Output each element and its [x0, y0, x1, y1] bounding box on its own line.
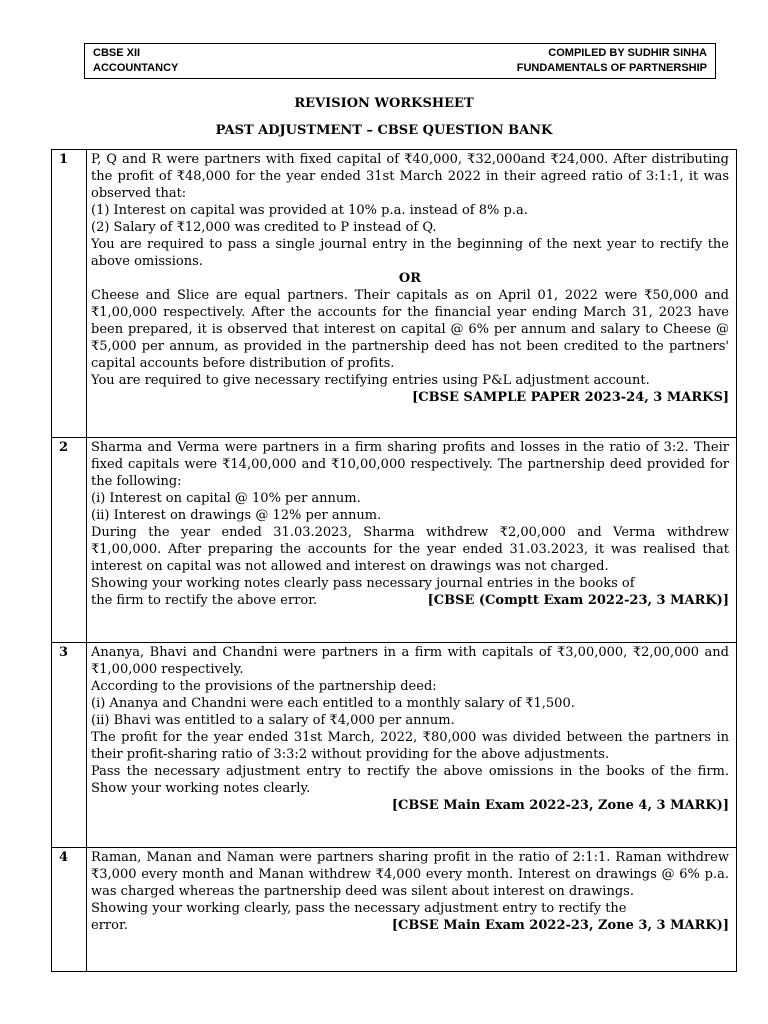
question-reference: [CBSE Main Exam 2022-23, Zone 4, 3 MARK)] — [391, 798, 729, 813]
header-chapter: FUNDAMENTALS OF PARTNERSHIP — [516, 62, 707, 74]
question-reference: [CBSE Main Exam 2022-23, Zone 3, 3 MARK)] — [391, 918, 729, 933]
question-text: You are required to pass a single journal entry in the beginning of the next year to rectify the above omissions. — [91, 237, 729, 269]
question-number: 2 — [52, 438, 87, 643]
question-row-2 — [52, 438, 737, 643]
question-text: Cheese and Slice are equal partners. Their capitals as on April 01, 2022 were ₹50,000 and ₹1,00,000 respectively. After the accounts for the financial year ending March 31, 2023 have been prepared, it is observed that interest on capital @ 6% per annum and salary to Cheese @ ₹5,000 per annum, as provided in the partnership deed has not been credited to the partners' capital accounts before distribution of profits. — [91, 288, 729, 371]
question-row-1 — [52, 150, 737, 438]
question-point: (ii) Bhavi was entitled to a salary of ₹4,000 per annum. — [91, 713, 455, 728]
question-row-3 — [52, 643, 737, 848]
question-body — [87, 643, 737, 848]
question-text: You are required to give necessary rectifying entries using P&L adjustment account. — [91, 373, 650, 388]
or-divider: OR — [398, 271, 422, 286]
question-text: Pass the necessary adjustment entry to rectify the above omissions in the books of the firm. Show your working notes clearly. — [91, 764, 729, 796]
question-text: Showing your working clearly, pass the necessary adjustment entry to rectify the — [91, 901, 627, 916]
question-table — [51, 149, 737, 972]
question-text: P, Q and R were partners with fixed capital of ₹40,000, ₹32,000and ₹24,000. After distributing the profit of ₹48,000 for the year ended 31st March 2022 in their agreed ratio of 3:1:1, it was observed that: — [91, 152, 729, 201]
question-number: 1 — [52, 150, 87, 438]
question-row-4 — [52, 848, 737, 972]
question-text: Raman, Manan and Naman were partners sharing profit in the ratio of 2:1:1. Raman withdrew ₹3,000 every month and Manan withdrew ₹4,000 every month. Interest on drawings @ 6% p.a. was charged whereas the partnership deed was silent about interest on drawings. — [91, 850, 729, 899]
question-number: 4 — [52, 848, 87, 972]
question-text: Sharma and Verma were partners in a firm sharing profits and losses in the ratio of 3:2. Their fixed capitals were ₹14,00,000 and ₹10,00,000 respectively. The partnership deed provided for the following: — [91, 440, 729, 489]
question-text: The profit for the year ended 31st March, 2022, ₹80,000 was divided between the partners in their profit-sharing ratio of 3:3:2 without providing for the above adjustments. — [91, 730, 729, 762]
question-point: (i) Interest on capital @ 10% per annum. — [91, 491, 361, 506]
question-body — [87, 438, 737, 643]
header-class: CBSE XII — [93, 47, 141, 59]
header-compiler: COMPILED BY SUDHIR SINHA — [548, 47, 707, 59]
question-point: (1) Interest on capital was provided at 10% p.a. instead of 8% p.a. — [91, 203, 528, 218]
question-last-line — [91, 917, 729, 934]
header-subject: ACCOUNTANCY — [93, 62, 179, 74]
worksheet-subtitle: PAST ADJUSTMENT – CBSE QUESTION BANK — [215, 123, 553, 138]
page-header — [84, 43, 716, 79]
question-text-tail: error. — [91, 918, 128, 933]
worksheet-title: REVISION WORKSHEET — [294, 96, 474, 111]
question-body — [87, 150, 737, 438]
question-text-tail: the firm to rectify the above error. — [91, 593, 318, 608]
question-last-line — [91, 592, 729, 609]
question-point: (ii) Interest on drawings @ 12% per annum. — [91, 508, 382, 523]
question-reference: [CBSE (Comptt Exam 2022-23, 3 MARK)] — [427, 593, 729, 608]
question-point: (2) Salary of ₹12,000 was credited to P instead of Q. — [91, 220, 437, 235]
question-text: Showing your working notes clearly pass necessary journal entries in the books of — [91, 576, 635, 591]
question-point: (i) Ananya and Chandni were each entitled to a monthly salary of ₹1,500. — [91, 696, 575, 711]
question-text: Ananya, Bhavi and Chandni were partners in a firm with capitals of ₹3,00,000, ₹2,00,000 and ₹1,00,000 respectively. — [91, 645, 729, 677]
question-number: 3 — [52, 643, 87, 848]
question-body — [87, 848, 737, 972]
question-point: According to the provisions of the partnership deed: — [91, 679, 437, 694]
question-text: During the year ended 31.03.2023, Sharma withdrew ₹2,00,000 and Verma withdrew ₹1,00,000. After preparing the accounts for the year ended 31.03.2023, it was realised that interest on capital was not allowed and interest on drawings was not charged. — [91, 525, 729, 574]
question-reference: [CBSE SAMPLE PAPER 2023-24, 3 MARKS] — [412, 390, 729, 405]
